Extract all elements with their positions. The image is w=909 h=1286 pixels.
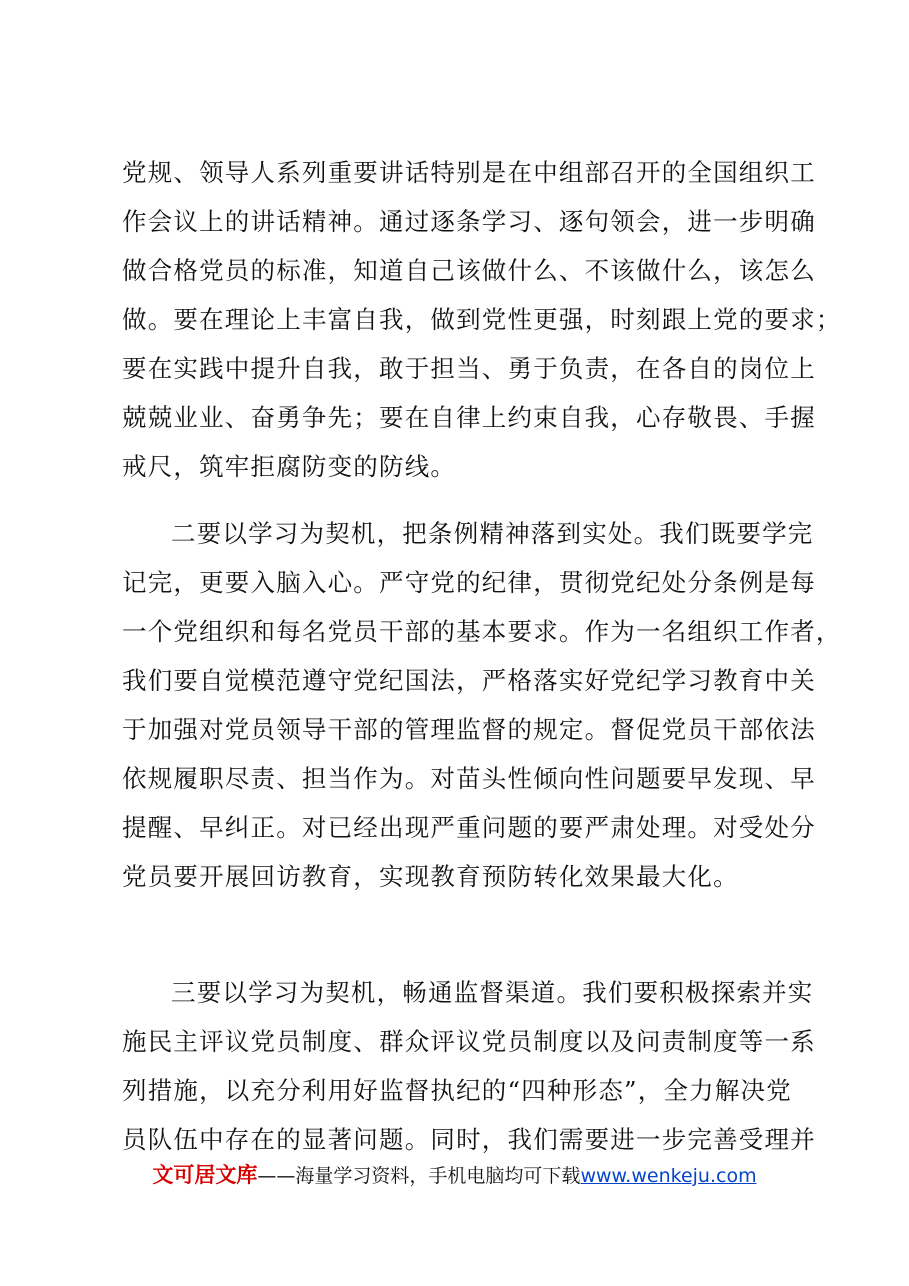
footer-tagline: ——海量学习资料，手机电脑均可下载 <box>257 1165 581 1187</box>
text-line: 党员要开展回访教育，实现教育预防转化效果最大化。 <box>122 862 739 891</box>
text-line: 于加强对党员领导干部的管理监督的规定。督促党员干部依法 <box>122 715 816 744</box>
text-line: 戒尺，筑牢拒腐防变的防线。 <box>122 452 457 481</box>
paragraph-3 <box>122 968 822 1164</box>
text-line: 作会议上的讲话精神。通过逐条学习、逐句领会，进一步明确 <box>122 207 816 236</box>
text-line: 我们要自觉模范遵守党纪国法，严格落实好党纪学习教育中关 <box>122 666 816 695</box>
text-line: 依规履职尽责、担当作为。对苗头性倾向性问题要早发现、早 <box>122 764 816 793</box>
footer-banner <box>0 1160 909 1191</box>
text-line: 三要以学习为契机，畅通监督渠道。我们要积极探索并实 <box>171 978 814 1007</box>
paragraph-1 <box>122 148 842 491</box>
text-line: 做合格党员的标准，知道自己该做什么、不该做什么，该怎么 <box>122 256 816 285</box>
text-line: 兢兢业业、奋勇争先；要在自律上约束自我，心存敬畏、手握 <box>122 403 816 432</box>
text-line: 提醒、早纠正。对已经出现严重问题的要严肃处理。对受处分 <box>122 813 816 842</box>
text-line: 记完，更要入脑入心。严守党的纪律，贯彻党纪处分条例是每 <box>122 568 816 597</box>
text-line: 列措施，以充分利用好监督执纪的“四种形态”，全力解决党 <box>122 1076 792 1105</box>
text-line: 做。要在理论上丰富自我，做到党性更强，时刻跟上党的要求； <box>122 305 842 334</box>
text-line: 要在实践中提升自我，敢于担当、勇于负责，在各自的岗位上 <box>122 354 816 383</box>
brand-name: 文可居文库 <box>152 1163 258 1187</box>
paragraph-2 <box>122 509 842 950</box>
text-line: 一个党组织和每名党员干部的基本要求。作为一名组织工作者， <box>122 617 842 646</box>
text-line <box>122 901 822 950</box>
document-body <box>122 148 842 1182</box>
text-line: 二要以学习为契机，把条例精神落到实处。我们既要学完 <box>171 519 814 548</box>
text-line: 施民主评议党员制度、群众评议党员制度以及问责制度等一系 <box>122 1027 816 1056</box>
text-line: 员队伍中存在的显著问题。同时，我们需要进一步完善受理并 <box>122 1125 816 1154</box>
text-line: 党规、领导人系列重要讲话特别是在中组部召开的全国组织工 <box>122 158 816 187</box>
website-link[interactable]: www.wenkeju.com <box>580 1165 757 1187</box>
